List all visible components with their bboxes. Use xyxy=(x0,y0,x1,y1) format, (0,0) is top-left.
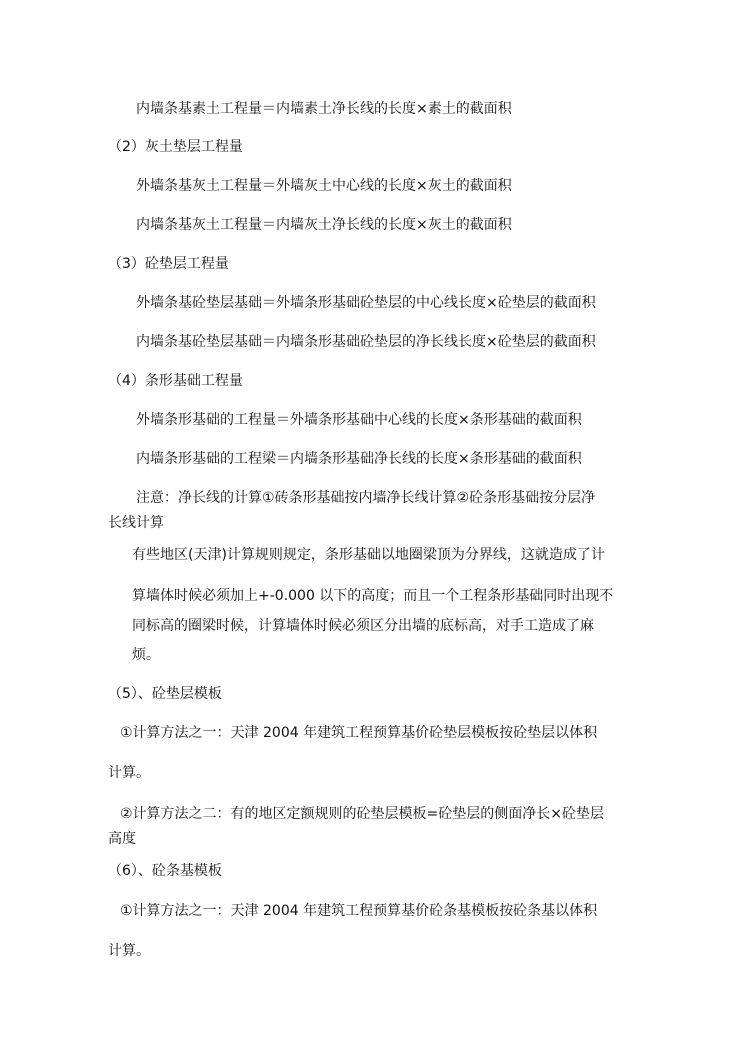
section-heading: （6）、砼条基模板 xyxy=(108,863,222,879)
paragraph-line: 同标高的圈梁时候，计算墙体时候必须区分出墙的底标高，对手工造成了麻 xyxy=(132,618,594,634)
text-line: 内墙条基灰土工程量＝内墙灰土净长线的长度×灰土的截面积 xyxy=(136,217,512,233)
text-line: 外墙条基灰土工程量＝外墙灰土中心线的长度×灰土的截面积 xyxy=(136,178,512,194)
text-line: 内墙条基素土工程量＝内墙素土净长线的长度×素土的截面积 xyxy=(136,101,512,117)
section-heading: （5）、砼垫层模板 xyxy=(108,686,222,702)
paragraph-line: 有些地区(天津)计算规则规定，条形基础以地圈梁顶为分界线，这就造成了计 xyxy=(132,547,605,563)
text-line: 内墙条基砼垫层基础＝内墙条形基础砼垫层的净长线长度×砼垫层的截面积 xyxy=(136,334,596,350)
paragraph-line: 烦。 xyxy=(132,647,160,663)
note-line: 注意：净长线的计算①砖条形基础按内墙净长线计算②砼条形基础按分层净 xyxy=(136,490,596,506)
method-line: ①计算方法之一：天津 2004 年建筑工程预算基价砼条基模板按砼条基以体积 xyxy=(120,903,598,919)
section-heading: （4）条形基础工程量 xyxy=(108,373,243,389)
section-heading: （3）砼垫层工程量 xyxy=(108,256,229,272)
paragraph-line: 算墙体时候必须加上+-0.000 以下的高度；而且一个工程条形基础同时出现不 xyxy=(132,588,614,604)
text-line: 外墙条基砼垫层基础＝外墙条形基础砼垫层的中心线长度×砼垫层的截面积 xyxy=(136,295,596,311)
method-line: 高度 xyxy=(108,831,136,847)
method-line: ②计算方法之二：有的地区定额规则的砼垫层模板=砼垫层的侧面净长×砼垫层 xyxy=(120,806,605,822)
text-line: 外墙条形基础的工程量＝外墙条形基础中心线的长度×条形基础的截面积 xyxy=(136,412,582,428)
method-line: 计算。 xyxy=(108,943,150,959)
note-line: 长线计算 xyxy=(108,515,164,531)
text-line: 内墙条形基础的工程梁＝内墙条形基础净长线的长度×条形基础的截面积 xyxy=(136,451,582,467)
section-heading: （2）灰土垫层工程量 xyxy=(108,139,243,155)
method-line: ①计算方法之一：天津 2004 年建筑工程预算基价砼垫层模板按砼垫层以体积 xyxy=(120,725,598,741)
method-line: 计算。 xyxy=(108,765,150,781)
